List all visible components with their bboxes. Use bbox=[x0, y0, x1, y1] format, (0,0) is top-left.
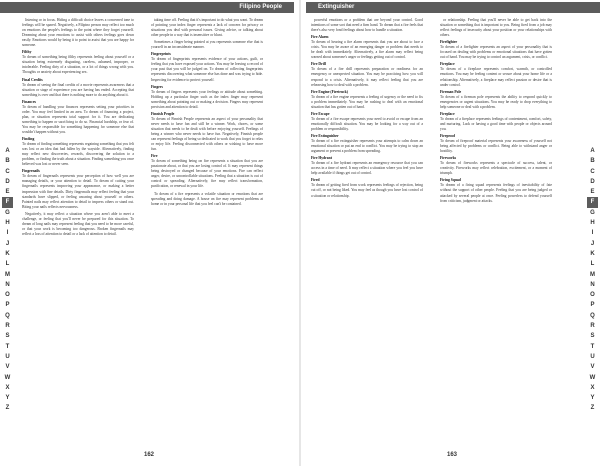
entry-heading: Fireworks bbox=[440, 156, 457, 161]
left-column-1 bbox=[22, 18, 134, 452]
entry-heading: Fired bbox=[311, 178, 320, 183]
entry-paragraph: To dream of a fire hydrant represents an emergency resource that you can access in a time of need. It may reflect a situation where you feel you have help available if things get out of control. bbox=[311, 161, 423, 176]
alphabet-tab-l: L bbox=[590, 261, 595, 268]
alphabet-tab-t: T bbox=[590, 343, 595, 350]
right-header-title: Extinguisher bbox=[318, 4, 355, 10]
entry-paragraph: To dream of hearing a fire alarm represents that you are about to face a crisis. You may be aware of an emerging danger or problem that needs to be dealt with immediately. Alternatively, a fire alarm may reflect being warned about someone's anger or feelings getting out of control. bbox=[311, 40, 423, 60]
alphabet-tab-n: N bbox=[590, 281, 595, 288]
entry-heading: Finnish People bbox=[151, 111, 175, 116]
alphabet-tab-o: O bbox=[5, 292, 10, 299]
alphabet-tab-k: K bbox=[590, 250, 595, 257]
alphabet-tab-r: R bbox=[5, 323, 10, 330]
alphabet-tab-a: A bbox=[5, 148, 10, 154]
entry-paragraph: To dream of a fire drill represents preparation or readiness for an emergency or unexpected situation. You may be practicing how you will respond to a crisis. Alternatively, it may reflect feeling that you are rehearsing how to deal with a problem. bbox=[311, 67, 423, 87]
entry-paragraph: To dream of fireproof material represents your awareness of yourself not being affected by problems or conflict. Being able to withstand anger or hostility. bbox=[440, 139, 552, 154]
entry-paragraph: To dream of seeing the final credits of a movie represents awareness that a situation or stage of experience you are having has ended. Accepting that something is over and that there is nothing more to do anything about it. bbox=[22, 82, 134, 97]
alphabet-tab-y: Y bbox=[590, 395, 595, 402]
alphabet-tab-q: Q bbox=[5, 312, 10, 319]
entry-heading: Fire Extinguisher bbox=[311, 133, 339, 138]
entry-heading: Fireplace bbox=[440, 111, 455, 116]
entry-paragraph: To dream of something being on fire represents a situation that you are passionate about, or that you are losing control of. It may represent things being destroyed or changed because of your emotions. Fire can reflect anger, desire, or uncontrollable situations. Feeling that a situation is out of control or spreading. Alternatively, fire may reflect transformation, purification, or renewal in your life. bbox=[151, 159, 263, 189]
alphabet-tab-h: H bbox=[5, 220, 10, 227]
right-column-1 bbox=[311, 18, 423, 452]
alphabet-tab-u: U bbox=[590, 353, 595, 360]
entry-paragraph: powerful emotions or a problem that are beyond your control. Good intentions of some sort that need a firm hand. To dream that a fire feels that there's also very fond feelings about how to handle a situation. bbox=[311, 18, 423, 33]
alphabet-tab-w: W bbox=[4, 374, 11, 381]
entry-paragraph: To dream of getting fired from work represents feelings of rejection, being cut off, or not being liked. You may feel as though you have lost control of a situation or relationship. bbox=[311, 183, 423, 198]
alphabet-tab-o: O bbox=[590, 292, 595, 299]
entry-paragraph: To dream of a fireplace represents comfort, warmth, or controlled emotions. You may be feeling content or secure about your home life or a relationship. Alternatively, a fireplace may reflect passion or desire that is under control. bbox=[440, 67, 552, 87]
alphabet-tab-b: B bbox=[590, 158, 595, 165]
alphabet-tab-m: M bbox=[590, 271, 595, 278]
alphabet-tab-d: D bbox=[590, 178, 595, 185]
entry-heading: Fingerprints bbox=[151, 52, 171, 57]
right-running-header bbox=[306, 2, 600, 13]
entry-paragraph: To dream of something being filthy represents feeling about yourself or a situation being extremely disgusting, careless, ashamed, improper, or intolerable. Feeling dirty of a situation, or a lot of things wrong with you. Thoughts or anxiety about experiencing sex. bbox=[22, 55, 134, 75]
entry-heading: Fireproof bbox=[440, 133, 456, 138]
entry-paragraph: or relationship. Feeling that you'll never be able to get back into the situation or something that is important to you. Being fired from a job may reflect feelings of insecurity about your position or your relationships with others. bbox=[440, 18, 552, 38]
alphabet-tab-z: Z bbox=[5, 405, 10, 412]
alphabet-tab-v: V bbox=[590, 364, 595, 371]
alphabet-tab-s: S bbox=[5, 333, 10, 340]
alphabet-tab-f: F bbox=[2, 197, 13, 207]
entry-paragraph: To dream of fingers represents your feelings or attitude about something. Holding up a particular finger such as the index finger may represent something about pointing out or making a decision. Fingers may represent precision and attention to detail. bbox=[151, 89, 263, 109]
alphabet-tab-k: K bbox=[5, 250, 10, 257]
entry-heading: Firing Squad bbox=[440, 178, 461, 183]
alphabet-tab-e: E bbox=[5, 189, 10, 196]
entry-heading: Fingers bbox=[151, 84, 163, 89]
alphabet-tab-j: J bbox=[5, 240, 10, 247]
entry-paragraph: To dream of a fire extinguisher represents your attempts to calm down an emotional situation or put an end to conflict. You may be trying to stop an argument or prevent a problem from spreading. bbox=[311, 139, 423, 154]
alphabet-tab-f: F bbox=[587, 197, 598, 207]
alphabet-tab-p: P bbox=[590, 302, 595, 309]
entry-heading: Fire Escape bbox=[311, 111, 330, 116]
entry-heading: Fire bbox=[151, 154, 158, 159]
alphabet-tab-u: U bbox=[5, 353, 10, 360]
entry-paragraph: To dream of a fireman pole represents the ability to respond quickly to emergencies or urgent situations. You may be ready to drop everything to help someone or deal with a problem. bbox=[440, 94, 552, 109]
alphabet-tab-z: Z bbox=[590, 405, 595, 412]
alphabet-tab-q: Q bbox=[590, 312, 595, 319]
left-alphabet-tabs bbox=[2, 146, 13, 414]
alphabet-tab-v: V bbox=[5, 364, 10, 371]
right-alphabet-tabs bbox=[587, 146, 598, 414]
alphabet-tab-b: B bbox=[5, 158, 10, 165]
entry-paragraph: To dream of a fire represents a volatile situation or emotions that are spreading and doing damage. A house on fire may represent problems at home or in your personal life that you feel can't be contained. bbox=[151, 191, 263, 206]
entry-heading: Filthy bbox=[22, 50, 32, 55]
entry-heading: Fireplace bbox=[440, 62, 455, 67]
entry-heading: Firefighter bbox=[440, 40, 458, 45]
alphabet-tab-t: T bbox=[5, 343, 10, 350]
alphabet-tab-e: E bbox=[590, 189, 595, 196]
alphabet-tab-c: C bbox=[590, 168, 595, 175]
right-page-number: 163 bbox=[447, 452, 458, 458]
entry-paragraph: To dream of a fire escape represents your need to avoid or escape from an emotionally difficult situation. You may be looking for a way out of a problem or responsibility. bbox=[311, 116, 423, 131]
alphabet-tab-y: Y bbox=[5, 395, 10, 402]
alphabet-tab-x: X bbox=[590, 384, 595, 391]
left-column-2 bbox=[151, 18, 263, 452]
alphabet-tab-i: I bbox=[591, 230, 594, 237]
entry-paragraph: taking time off. Feeling that it's important to do what you want. To dream of pointing your index finger represents a lack of concern for privacy or situations you deal with personal issues. Giving advice, or talking about other people in a way that is insensitive or blunt. bbox=[151, 18, 263, 38]
right-column-2 bbox=[440, 18, 552, 452]
entry-paragraph: To dream of a firefighter represents an aspect of your personality that is focused on dealing with problems or emotional situations that have gotten out of hand. You may be trying to control an argument, crisis, or conflict. bbox=[440, 45, 552, 60]
left-header-title: Filipino People bbox=[239, 4, 282, 10]
entry-paragraph: Sometimes a finger being pointed at you represents someone else that is yourself in an inconsiderate manner. bbox=[151, 40, 263, 50]
alphabet-tab-w: W bbox=[589, 374, 596, 381]
right-page bbox=[300, 0, 600, 466]
entry-paragraph: To dream of handling your finances represents setting your priorities in order. You may feel limited in an area. To dream of financing a project, plan, or situation represents total support for it. You are dedicating something to happen or sacrificing to do so. Financial hardship, or fear of. You may be responsible for something happening for someone else that wouldn't happen without you. bbox=[22, 104, 134, 134]
entry-heading: Fire Engine (Firetruck) bbox=[311, 89, 348, 94]
entry-heading: Fireman Pole bbox=[440, 89, 462, 94]
entry-paragraph: To dream of fingerprints represents evidence of your actions, guilt, or feeling that you have exposed your actions. You may be leaving a record of your past that you will be judged on. To dream of collecting fingerprints represents discovering what someone else has done and was trying to hide. Inspecting for evidence to protect yourself. bbox=[151, 57, 263, 82]
alphabet-tab-c: C bbox=[5, 168, 10, 175]
entry-paragraph: To dream of finding something represents regaining something that you felt was lost or an idea that had fallen by the wayside. Alternatively, finding may reflect new discoveries, rewards, discovering the solution to a problem, or finding the truth about a situation. Finding something you once believed was lost or never seen. bbox=[22, 142, 134, 167]
left-running-header bbox=[0, 2, 294, 13]
alphabet-tab-h: H bbox=[590, 220, 595, 227]
entry-paragraph: To dream of a fireplace represents feelings of contentment, comfort, safety, and nurturing. Luck or having a good time with people or objects around you. bbox=[440, 116, 552, 131]
alphabet-tab-d: D bbox=[5, 178, 10, 185]
alphabet-tab-g: G bbox=[590, 209, 595, 216]
alphabet-tab-x: X bbox=[5, 384, 10, 391]
alphabet-tab-l: L bbox=[5, 261, 10, 268]
entry-heading: Finding bbox=[22, 137, 35, 142]
alphabet-tab-g: G bbox=[5, 209, 10, 216]
left-page-number: 162 bbox=[144, 452, 155, 458]
alphabet-tab-j: J bbox=[590, 240, 595, 247]
alphabet-tab-n: N bbox=[5, 281, 10, 288]
entry-paragraph: To dream of a firing squad represents feelings of inevitability of fate without the support of other people. Feeling that you are being judged or attacked by several people at once. Feeling powerless to defend yourself from criticism, judgment or attacks. bbox=[440, 183, 552, 203]
alphabet-tab-s: S bbox=[590, 333, 595, 340]
entry-paragraph: To dream of a fire engine represents a feeling of urgency or the need to fix a problem immediately. You may be rushing to deal with an emotional situation that has gotten out of hand. bbox=[311, 94, 423, 109]
entry-paragraph: To dream of fireworks represents a spectacle of success, talent, or creativity. Fireworks may reflect celebration, excitement, or a moment of triumph. bbox=[440, 161, 552, 176]
alphabet-tab-a: A bbox=[590, 148, 595, 154]
entry-heading: Fingernails bbox=[22, 169, 40, 174]
entry-paragraph: listening or in focus. Hiding a difficult choice leaves a concerned tone to feelings will be spared. Negatively, a Filipino person may reflect too much on emotions the people's feelings to the point where they forget yourself. Dreaming about your emotions to assist with others feelings goes down easily. Emotions would by being it to point to assist that you are happy for someone. bbox=[22, 18, 134, 48]
entry-paragraph: Negatively, it may reflect a situation where you aren't able to meet a challenge, or feeling that you'll never be prepared for this situation. To dream of long nails may represent feeling that you need to be more careful, or that your work is becoming too dangerous. Broken fingernails may reflect a loss of attention to detail or a lack of attention to detail. bbox=[22, 211, 134, 236]
entry-paragraph: To dream of fingernails represents your perception of how well you are managing details, or your attention to detail. To dream of cutting your fingernails represents improving your appearance, or making a better impression with fine details. Dirty fingernails may reflect feeling that your standards have slipped, or feeling uncaring about yourself or others. Painted nails may reflect attention to detail to impress others or stand out. Biting your nails reflects nervousness. bbox=[22, 174, 134, 209]
entry-heading: Fire Drill bbox=[311, 62, 326, 67]
alphabet-tab-p: P bbox=[5, 302, 10, 309]
alphabet-tab-r: R bbox=[590, 323, 595, 330]
entry-heading: Fire Alarm bbox=[311, 35, 329, 40]
entry-heading: Final Credits bbox=[22, 77, 43, 82]
entry-heading: Fire Hydrant bbox=[311, 156, 332, 161]
alphabet-tab-m: M bbox=[5, 271, 10, 278]
entry-paragraph: To dream of Finnish People represents an aspect of your personality that never needs to have fun and still be a winner. Work, chores, or some situation that needs to be dealt with before enjoying yourself. Feelings of being a winner who never needs to have fun. Negatively, Finnish people can represent feelings of being so dedicated to work that you forget to relax or enjoy life. Feeling disconnected with others or wishing to have more fun. bbox=[151, 116, 263, 152]
alphabet-tab-i: I bbox=[6, 230, 9, 237]
entry-heading: Finances bbox=[22, 99, 36, 104]
